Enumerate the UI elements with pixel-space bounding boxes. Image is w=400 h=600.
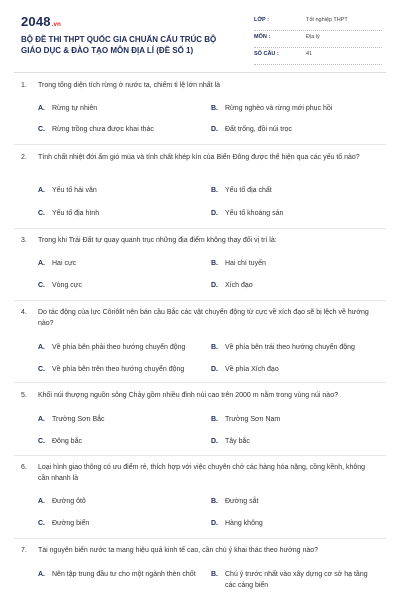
question-separator (14, 455, 386, 456)
header-divider (14, 72, 386, 73)
meta-info (254, 14, 382, 65)
document-title: BỘ ĐỀ THI THPT QUỐC GIA CHUẨN CẤU TRÚC BỘ GIÁO DỤC & ĐÀO TẠO MÔN ĐỊA LÍ (ĐỀ SỐ 1) (21, 35, 217, 55)
meta-subject: MÔN : Địa lý (254, 31, 382, 48)
question-separator (14, 300, 386, 301)
meta-class: LỚP : Tốt nghiệp THPT (254, 14, 382, 31)
question-separator (14, 382, 386, 383)
question-separator (14, 538, 386, 539)
question-separator (14, 144, 386, 145)
question-separator (14, 228, 386, 229)
meta-question-count: SỐ CÂU : 41 (254, 48, 382, 65)
exam-page: 2048.vn BỘ ĐỀ THI THPT QUỐC GIA CHUẨN CẤU TRÚC BỘ GIÁO DỤC & ĐÀO TẠO MÔN ĐỊA LÍ (ĐỀ SỐ 1) LỚP : Tốt nghiệp THPT MÔN : Địa lý SỐ CÂU : 41 1. Trong tổng diện tích rừng ở nước ta, chiếm tỉ lệ lớn nhất là A. Rừng tự nhiên B. Rừng nghèo và rừng mới phục hồi C. Rừng trồng chưa được khai thác D. Đất trống, đồi núi trọc 2. Tính chất nhiệt đới ẩm gió mùa và tính chất khép kín của Biển Đông được thể hiện qua các yếu tố nào? A. Yếu tố hải văn B. Yếu tố địa chất C. Yếu tố địa hình D. Yếu tố khoáng sản 3. Trong khi Trái Đất tự quay quanh trục những địa điểm không thay đổi vị trí là: A. Hai cực B. Hai chí tuyến C. Vòng cực D. Xích đạo 4. Do tác động của lực Côriôlit nên bán cầu Bắc các vật chuyển động từ cực về xích đạo sẽ bị lệch về hướng nào? A. Về phía bên phải theo hướng chuyển động B. Về phía bên trái theo hướng chuyển động C. Về phía bên trên theo hướng chuyển động D. Về phía Xích đạo 5. Khối núi thượng nguồn sông Chảy gồm nhiều đỉnh núi cao trên 2000 m nằm trong vùng núi nào? A. Trường Sơn Bắc B. Trường Sơn Nam C. Đông bắc D. Tây bắc 6. Loại hình giao thông có ưu điểm rẻ, thích hợp với việc chuyên chở các hàng hóa nặng, cồng kềnh, không cần nhanh là A. Đường ôtô B. Đường sắt C. Đường biển D. Hàng không 7. Tài nguyên biển nước ta mang hiệu quả kinh tế cao, cần chú ý khai thác theo hướng nào? A. Nên tập trung đầu tư cho một ngành thèn chốt B. Chú ý trước nhất vào xây dựng cơ sở hạ tầng các cảng biển (0, 0, 400, 600)
document-header (21, 14, 381, 64)
site-logo[interactable]: 2048.vn (21, 14, 62, 29)
